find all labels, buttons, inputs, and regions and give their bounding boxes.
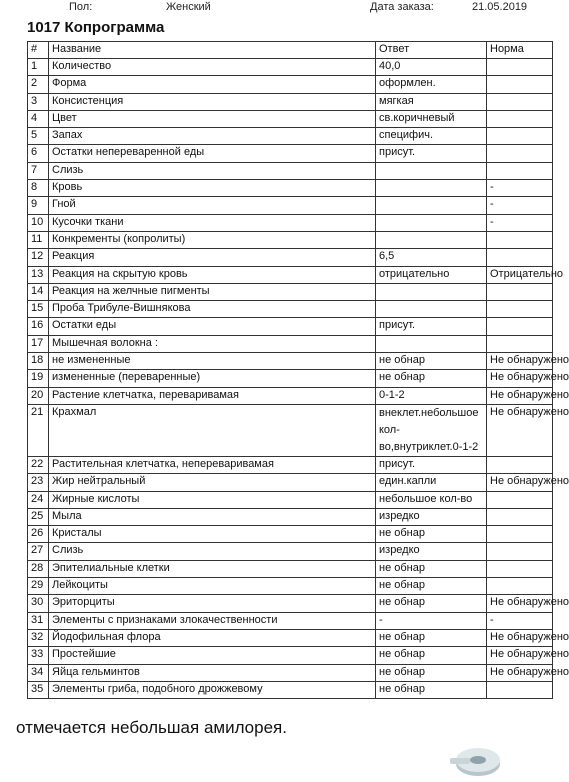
row-answer: не обнар bbox=[376, 629, 487, 646]
row-norm bbox=[487, 249, 553, 266]
row-number: 1 bbox=[28, 59, 49, 76]
row-number: 32 bbox=[28, 629, 49, 646]
row-answer: изредко bbox=[376, 543, 487, 560]
conclusion-note: отмечается небольшая амилорея. bbox=[16, 718, 287, 737]
table-row bbox=[28, 231, 553, 248]
sex-value: Женский bbox=[166, 1, 211, 13]
row-name: Яйца гельминтов bbox=[49, 664, 376, 681]
row-norm bbox=[487, 59, 553, 76]
row-number: 25 bbox=[28, 508, 49, 525]
row-number: 28 bbox=[28, 560, 49, 577]
row-norm: - bbox=[487, 180, 553, 197]
table-row bbox=[28, 93, 553, 110]
row-name: Кристалы bbox=[49, 526, 376, 543]
row-answer: 40,0 bbox=[376, 59, 487, 76]
row-name: Консистенция bbox=[49, 93, 376, 110]
row-number: 20 bbox=[28, 387, 49, 404]
row-number: 34 bbox=[28, 664, 49, 681]
row-norm: - bbox=[487, 197, 553, 214]
row-name: Растение клетчатка, переваривамая bbox=[49, 387, 376, 404]
row-norm bbox=[487, 93, 553, 110]
table-row bbox=[28, 214, 553, 231]
row-number: 6 bbox=[28, 145, 49, 162]
row-number: 3 bbox=[28, 93, 49, 110]
row-norm bbox=[487, 318, 553, 335]
table-row bbox=[28, 612, 553, 629]
row-norm bbox=[487, 491, 553, 508]
row-number: 19 bbox=[28, 370, 49, 387]
table-row bbox=[28, 508, 553, 525]
table-row bbox=[28, 629, 553, 646]
page-header bbox=[0, 0, 540, 16]
row-name: Реакция на желчные пигменты bbox=[49, 283, 376, 300]
row-norm bbox=[487, 110, 553, 127]
row-number: 24 bbox=[28, 491, 49, 508]
row-number: 18 bbox=[28, 353, 49, 370]
row-answer: небольшое кол-во bbox=[376, 491, 487, 508]
row-norm bbox=[487, 162, 553, 179]
row-norm: Отрицательно bbox=[487, 266, 553, 283]
row-answer: присут. bbox=[376, 456, 487, 473]
row-answer bbox=[376, 180, 487, 197]
table-row bbox=[28, 197, 553, 214]
table-row bbox=[28, 647, 553, 664]
row-norm bbox=[487, 560, 553, 577]
results-table bbox=[27, 41, 569, 699]
row-answer: не обнар bbox=[376, 681, 487, 698]
row-number: 35 bbox=[28, 681, 49, 698]
row-answer: 0-1-2 bbox=[376, 387, 487, 404]
row-answer: един.капли bbox=[376, 474, 487, 491]
row-norm: Не обнаружено bbox=[487, 353, 553, 370]
col-header-answer: Ответ bbox=[376, 42, 487, 59]
table-row bbox=[28, 474, 553, 491]
row-number: 16 bbox=[28, 318, 49, 335]
row-name: Форма bbox=[49, 76, 376, 93]
row-norm bbox=[487, 231, 553, 248]
row-norm bbox=[487, 456, 553, 473]
row-name: Растительная клетчатка, непереваривамая bbox=[49, 456, 376, 473]
row-answer: св.коричневый bbox=[376, 110, 487, 127]
table-body bbox=[28, 59, 569, 699]
row-answer bbox=[376, 214, 487, 231]
table-row bbox=[28, 180, 553, 197]
table-row bbox=[28, 370, 553, 387]
row-name: Мышечная волокна : bbox=[49, 335, 376, 352]
row-answer: присут. bbox=[376, 318, 487, 335]
col-header-name: Название bbox=[49, 42, 376, 59]
table-row bbox=[28, 59, 553, 76]
table-row bbox=[28, 353, 553, 370]
sex-label: Пол: bbox=[69, 1, 93, 13]
row-name: Простейшие bbox=[49, 647, 376, 664]
row-answer: оформлен. bbox=[376, 76, 487, 93]
row-answer: не обнар bbox=[376, 370, 487, 387]
row-name: Кусочки ткани bbox=[49, 214, 376, 231]
row-norm: Не обнаружено bbox=[487, 370, 553, 387]
row-answer: специфич. bbox=[376, 128, 487, 145]
row-number: 13 bbox=[28, 266, 49, 283]
row-answer: не обнар bbox=[376, 595, 487, 612]
row-name: Гной bbox=[49, 197, 376, 214]
row-number: 10 bbox=[28, 214, 49, 231]
table-row bbox=[28, 681, 553, 698]
row-name: Количество bbox=[49, 59, 376, 76]
row-norm bbox=[487, 145, 553, 162]
row-norm: Не обнаружено bbox=[487, 387, 553, 404]
row-name: Жирные кислоты bbox=[49, 491, 376, 508]
row-name: Запах bbox=[49, 128, 376, 145]
row-answer: отрицательно bbox=[376, 266, 487, 283]
row-number: 5 bbox=[28, 128, 49, 145]
row-answer: не обнар bbox=[376, 526, 487, 543]
row-number: 12 bbox=[28, 249, 49, 266]
row-number: 2 bbox=[28, 76, 49, 93]
table-row bbox=[28, 249, 553, 266]
tape-roll-icon bbox=[448, 742, 500, 782]
row-number: 29 bbox=[28, 578, 49, 595]
row-number: 15 bbox=[28, 301, 49, 318]
row-name: Реакция на скрытую кровь bbox=[49, 266, 376, 283]
table-row bbox=[28, 145, 553, 162]
row-number: 8 bbox=[28, 180, 49, 197]
row-norm bbox=[487, 283, 553, 300]
row-number: 33 bbox=[28, 647, 49, 664]
table-row bbox=[28, 404, 553, 456]
row-norm bbox=[487, 301, 553, 318]
table-row bbox=[28, 301, 553, 318]
row-name: Элементы гриба, подобного дрожжевому bbox=[49, 681, 376, 698]
row-answer bbox=[376, 197, 487, 214]
row-norm bbox=[487, 681, 553, 698]
row-name: Элементы с признаками злокачественности bbox=[49, 612, 376, 629]
row-number: 27 bbox=[28, 543, 49, 560]
row-number: 21 bbox=[28, 404, 49, 456]
row-name: Слизь bbox=[49, 543, 376, 560]
table-row bbox=[28, 110, 553, 127]
row-name: Лейкоциты bbox=[49, 578, 376, 595]
row-number: 26 bbox=[28, 526, 49, 543]
row-answer: изредко bbox=[376, 508, 487, 525]
row-name: Конкременты (копролиты) bbox=[49, 231, 376, 248]
row-norm bbox=[487, 526, 553, 543]
row-name: Жир нейтральный bbox=[49, 474, 376, 491]
row-answer bbox=[376, 231, 487, 248]
table-row bbox=[28, 526, 553, 543]
row-norm bbox=[487, 508, 553, 525]
row-number: 23 bbox=[28, 474, 49, 491]
row-norm bbox=[487, 335, 553, 352]
table-row bbox=[28, 664, 553, 681]
row-answer: присут. bbox=[376, 145, 487, 162]
row-answer bbox=[376, 301, 487, 318]
row-norm: Не обнаружено bbox=[487, 474, 553, 491]
table-row bbox=[28, 318, 553, 335]
table-row bbox=[28, 76, 553, 93]
row-norm: Не обнаружено bbox=[487, 647, 553, 664]
table-row bbox=[28, 595, 553, 612]
table-row bbox=[28, 162, 553, 179]
row-number: 4 bbox=[28, 110, 49, 127]
row-number: 30 bbox=[28, 595, 49, 612]
row-answer: - bbox=[376, 612, 487, 629]
row-norm: Не обнаружено bbox=[487, 629, 553, 646]
table-row bbox=[28, 560, 553, 577]
row-name: измененные (переваренные) bbox=[49, 370, 376, 387]
row-name: Реакция bbox=[49, 249, 376, 266]
row-name: Эпителиальные клетки bbox=[49, 560, 376, 577]
col-header-number: # bbox=[28, 42, 49, 59]
table-row bbox=[28, 543, 553, 560]
row-answer bbox=[376, 335, 487, 352]
row-answer: мягкая bbox=[376, 93, 487, 110]
row-norm: - bbox=[487, 612, 553, 629]
table-row bbox=[28, 266, 553, 283]
row-number: 7 bbox=[28, 162, 49, 179]
row-norm bbox=[487, 543, 553, 560]
row-norm bbox=[487, 128, 553, 145]
row-name: Проба Трибуле-Вишнякова bbox=[49, 301, 376, 318]
row-number: 9 bbox=[28, 197, 49, 214]
row-number: 31 bbox=[28, 612, 49, 629]
row-name: Мыла bbox=[49, 508, 376, 525]
order-date-label: Дата заказа: bbox=[370, 1, 434, 13]
row-number: 14 bbox=[28, 283, 49, 300]
row-answer bbox=[376, 283, 487, 300]
row-name: Цвет bbox=[49, 110, 376, 127]
table-row bbox=[28, 283, 553, 300]
row-name: Остатки еды bbox=[49, 318, 376, 335]
row-name: Слизь bbox=[49, 162, 376, 179]
row-norm: - bbox=[487, 214, 553, 231]
row-answer: не обнар bbox=[376, 664, 487, 681]
row-name: Йодофильная флора bbox=[49, 629, 376, 646]
table-header-row bbox=[28, 42, 553, 59]
row-norm bbox=[487, 76, 553, 93]
row-name: Остатки непереваренной еды bbox=[49, 145, 376, 162]
row-name: не измененные bbox=[49, 353, 376, 370]
table-row bbox=[28, 335, 553, 352]
page-title: 1017 Копрограмма bbox=[27, 19, 165, 36]
order-date-value: 21.05.2019 bbox=[472, 1, 528, 13]
table-row bbox=[28, 128, 553, 145]
row-answer: не обнар bbox=[376, 578, 487, 595]
table-row bbox=[28, 456, 553, 473]
row-number: 17 bbox=[28, 335, 49, 352]
col-header-norm: Норма bbox=[487, 42, 553, 59]
row-answer bbox=[376, 162, 487, 179]
row-answer: не обнар bbox=[376, 560, 487, 577]
row-name: Крахмал bbox=[49, 404, 376, 456]
table-row bbox=[28, 578, 553, 595]
row-answer: внеклет.небольшое кол-во,внутриклет.0-1-2 bbox=[376, 404, 487, 456]
row-norm: Не обнаружено bbox=[487, 404, 553, 456]
row-number: 22 bbox=[28, 456, 49, 473]
row-name: Эриторциты bbox=[49, 595, 376, 612]
row-norm: Не обнаружено bbox=[487, 664, 553, 681]
row-name: Кровь bbox=[49, 180, 376, 197]
table-row bbox=[28, 491, 553, 508]
row-norm bbox=[487, 578, 553, 595]
table-row bbox=[28, 387, 553, 404]
row-norm: Не обнаружено bbox=[487, 595, 553, 612]
row-answer: не обнар bbox=[376, 353, 487, 370]
row-answer: не обнар bbox=[376, 647, 487, 664]
row-answer: 6,5 bbox=[376, 249, 487, 266]
row-number: 11 bbox=[28, 231, 49, 248]
